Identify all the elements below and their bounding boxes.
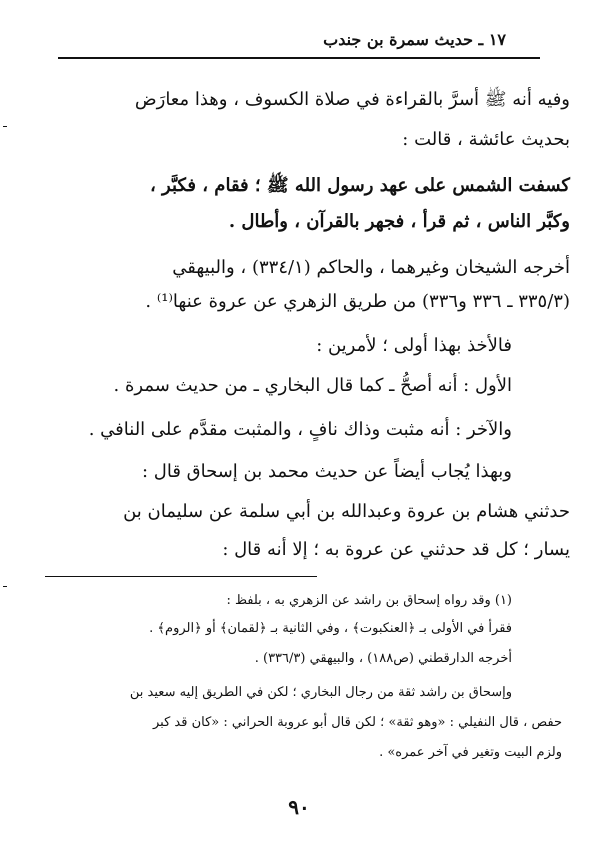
body-line-9: والآخر : أنه مثبت وذاك نافٍ ، والمثبت مقدَّم على النافي .	[88, 419, 512, 440]
body-line-7: فالأخذ بهذا أولى ؛ لأمرين :	[316, 335, 512, 356]
body-line-8: الأول : أنه أصحُّ ـ كما قال البخاري ـ من حديث سمرة .	[113, 375, 512, 396]
hadith-line-1: كسفت الشمس على عهد رسول الله ﷺ ؛ فقام ، فكبَّر ،	[149, 175, 570, 196]
hadith-line-2: وكبَّر الناس ، ثم قرأ ، فجهر بالقرآن ، وأطال .	[228, 211, 570, 232]
body-line-2: بحديث عائشة ، قالت :	[402, 129, 570, 150]
body-line-6: (٣٣٥/٣ ـ ٣٣٦ و٣٣٦) من طريق الزهري عن عروة عنها⁽¹⁾ .	[145, 291, 570, 312]
footnote-line-4: وإسحاق بن راشد ثقة من رجال البخاري ؛ لكن في الطريق إليه سعيد بن	[129, 685, 512, 700]
running-header: ١٧ ـ حديث سمرة بن جندب	[323, 30, 506, 49]
body-line-12: يسار ؛ كل قد حدثني عن عروة به ؛ إلا أنه قال :	[222, 539, 570, 560]
footnote-rule	[45, 576, 317, 577]
footnote-line-3: أخرجه الدارقطني (ص١٨٨) ، والبيهقي (٣٣٦/٣) .	[254, 651, 512, 666]
footnote-line-6: ولزم البيت وتغير في آخر عمره» .	[379, 745, 562, 760]
header-rule	[58, 57, 540, 59]
margin-mark	[3, 126, 7, 127]
footnote-line-5: حفص ، قال النفيلي : «وهو ثقة» ؛ لكن قال أبو عروبة الحراني : «كان قد كبر	[153, 715, 562, 730]
footnote-line-2: فقرأ في الأولى بـ ﴿العنكبوت﴾ ، وفي الثانية بـ ﴿لقمان﴾ أو ﴿الروم﴾ .	[149, 621, 512, 636]
margin-mark	[3, 586, 7, 587]
body-line-5: أخرجه الشيخان وغيرهما ، والحاكم (٣٣٤/١) ، والبيهقي	[172, 257, 570, 278]
page-number: ٩٠	[288, 795, 310, 819]
body-line-11: حدثني هشام بن عروة وعبدالله بن أبي سلمة عن سليمان بن	[123, 501, 570, 522]
body-line-10: وبهذا يُجاب أيضاً عن حديث محمد بن إسحاق قال :	[141, 461, 512, 482]
body-line-1: وفيه أنه ﷺ أسرَّ بالقراءة في صلاة الكسوف ، وهذا معارَض	[134, 89, 570, 110]
footnote-line-1: (١) وقد رواه إسحاق بن راشد عن الزهري به ، بلفظ :	[226, 593, 512, 608]
